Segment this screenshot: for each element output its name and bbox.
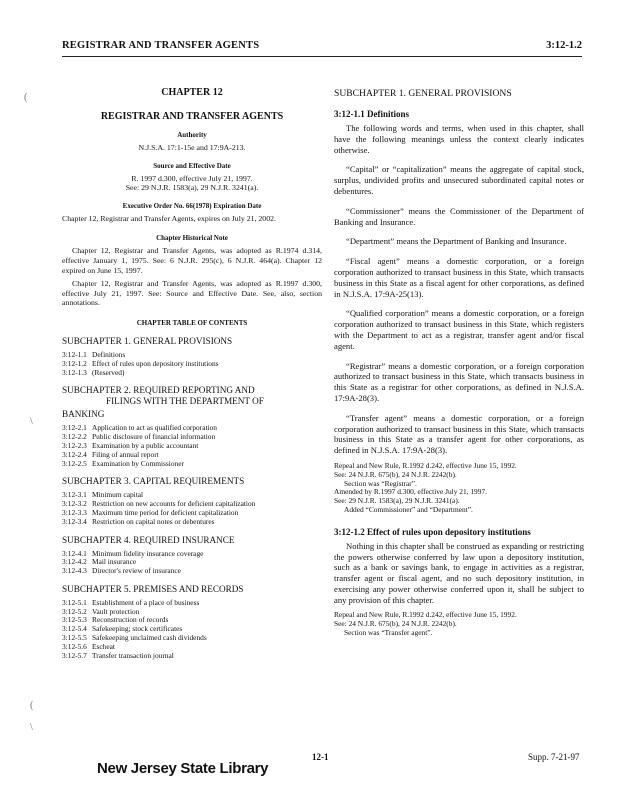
toc-subchapter xyxy=(62,476,322,526)
history-line: Added “Commissioner” and “Department”. xyxy=(344,504,473,514)
margin-mark: ( xyxy=(30,700,34,711)
toc-item: 3:12-5.6 Escheat xyxy=(62,641,115,651)
header-section-number: 3:12-1.2 xyxy=(546,40,582,51)
section-heading-definitions: 3:12-1.1 Definitions xyxy=(334,109,409,119)
header-rule xyxy=(62,56,582,57)
history-line: Section was “Transfer agent”. xyxy=(344,628,433,638)
toc-item: 3:12-3.4 Restriction on capital notes or debentures xyxy=(62,516,215,526)
toc-subchapter-title: SUBCHAPTER 5. PREMISES AND RECORDS xyxy=(62,583,244,594)
history-line: See: 24 N.J.R. 675(b), 24 N.J.R. 2242(b). xyxy=(334,469,457,479)
section-history-note xyxy=(334,611,584,637)
toc-subchapter-title-3: BANKING xyxy=(62,409,105,420)
margin-mark: ( xyxy=(24,92,28,103)
history-line: Amended by R.1997 d.300, effective July 21, 1997. xyxy=(334,487,487,497)
toc-subchapter-title: SUBCHAPTER 1. GENERAL PROVISIONS xyxy=(62,335,233,346)
historical-note-label: Chapter Historical Note xyxy=(156,234,228,243)
toc-item: 3:12-2.3 Examination by a public accountant xyxy=(62,440,199,450)
toc-item: 3:12-2.5 Examination by Commissioner xyxy=(62,458,184,468)
toc-subchapter-title: SUBCHAPTER 3. CAPITAL REQUIREMENTS xyxy=(62,476,245,487)
history-line: Repeal and New Rule, R.1992 d.242, effective June 15, 1992. xyxy=(334,460,517,470)
toc-item: 3:12-5.1 Establishment of a place of business xyxy=(62,597,200,607)
section-history-note xyxy=(334,462,584,515)
toc-subchapter-title-2: FILINGS WITH THE DEPARTMENT OF xyxy=(106,396,264,407)
toc-item: 3:12-1.3 (Reserved) xyxy=(62,367,125,377)
toc-subchapter-title: SUBCHAPTER 2. REQUIRED REPORTING AND xyxy=(62,385,255,396)
toc-item: 3:12-1.2 Effect of rules upon depository institutions xyxy=(62,358,219,368)
executive-order-label: Executive Order No. 66(1978) Expiration Date xyxy=(122,201,262,210)
toc-subchapter xyxy=(62,535,322,576)
subchapter-title: SUBCHAPTER 1. GENERAL PROVISIONS xyxy=(334,88,512,99)
toc-item: 3:12-5.2 Vault protection xyxy=(62,606,140,616)
history-line: See: 24 N.J.R. 675(b), 24 N.J.R. 2242(b). xyxy=(334,619,457,629)
toc-item: 3:12-4.3 Director's review of insurance xyxy=(62,566,181,576)
source-line-2: See: 29 N.J.R. 1583(a), 29 N.J.R. 3241(a). xyxy=(125,183,259,193)
chapter-number: CHAPTER 12 xyxy=(161,87,223,98)
authority-label: Authority xyxy=(177,131,207,139)
toc-item: 3:12-5.3 Reconstruction of records xyxy=(62,615,169,625)
historical-note-p2: Chapter 12, Registrar and Transfer Agents, was adopted as R.1997 d.300, effective July 21, 1997. See: Source and Effective Date. See, also, section annotations. xyxy=(62,279,322,308)
executive-order-text: Chapter 12, Registrar and Transfer Agents, expires on July 21, 2002. xyxy=(62,213,276,223)
toc-item: 3:12-2.4 Filing of annual report xyxy=(62,449,159,459)
history-line: See: 29 N.J.R. 1583(a), 29 N.J.R. 3241(a). xyxy=(334,496,460,506)
authority-text: N.J.S.A. 17:1-15e and 17:9A-213. xyxy=(138,143,246,152)
definition-qualified-corporation: “Qualified corporation” means a domestic corporation, or a foreign corporation authorized to transact business in this State, which registers with the Department to act as a registrar, transfer agent and/or fiscal agent. xyxy=(334,308,584,351)
left-column xyxy=(62,84,322,660)
toc-item: 3:12-2.1 Application to act as qualified corporation xyxy=(62,423,217,433)
toc-item: 3:12-3.2 Restriction on new accounts for deficient capitalization xyxy=(62,499,256,509)
margin-mark: \ xyxy=(30,416,33,427)
history-line: Repeal and New Rule, R.1992 d.242, effective June 15, 1992. xyxy=(334,610,517,620)
definition-transfer-agent: “Transfer agent” means a domestic corporation, or a foreign corporation authorized to transact business in this State, which transacts business in this State as a transfer agent for other corporations, as defined in N.J.S.A. 17:9A-28(3). xyxy=(334,412,584,456)
source-label: Source and Effective Date xyxy=(153,161,231,170)
page-number: 12-1 xyxy=(312,752,329,762)
depository-text: Nothing in this chapter shall be construed as expanding or restricting the powers otherwise conferred by law upon a depository institution, such as a bank or savings bank, to engage in activities as a registrar, transfer agent or fiscal agent, and no such depository institution, in exercising any power otherwise conferred upon it, shall be subject to any provision of this chapter. xyxy=(334,540,584,605)
chapter-title: REGISTRAR AND TRANSFER AGENTS xyxy=(100,111,284,122)
header-title: REGISTRAR AND TRANSFER AGENTS xyxy=(62,40,260,51)
history-line: Section was “Registrar”. xyxy=(344,478,417,488)
margin-mark: \ xyxy=(30,722,33,733)
definition-capital: “Capital” or “capitalization” means the aggregate of capital stock, surplus, undivided profits and unsecured subordinated capital notes or debentures. xyxy=(334,164,584,196)
toc-item: 3:12-5.7 Transfer transaction journal xyxy=(62,650,174,660)
historical-note-p1: Chapter 12, Registrar and Transfer Agents, was adopted as R.1974 d.314, effective January 1, 1975. See: 6 N.J.R. 295(c), 6 N.J.R. 464(a). Chapter 12 expired on June 15, 1997. xyxy=(62,246,322,275)
toc-item: 3:12-4.2 Mail insurance xyxy=(62,557,137,567)
toc-item: 3:12-2.2 Public disclosure of financial information xyxy=(62,432,216,442)
section-heading-depository: 3:12-1.2 Effect of rules upon depository institutions xyxy=(334,526,531,537)
library-stamp: New Jersey State Library xyxy=(97,760,269,777)
running-header xyxy=(62,40,582,56)
toc-label: CHAPTER TABLE OF CONTENTS xyxy=(136,318,248,327)
toc-item: 3:12-4.1 Minimum fidelity insurance coverage xyxy=(62,548,204,558)
definition-commissioner: “Commissioner” means the Commissioner of the Department of Banking and Insurance. xyxy=(334,205,584,227)
source-line-1: R. 1997 d.300, effective July 21, 1997. xyxy=(131,173,253,183)
toc-item: 3:12-5.4 Safekeeping; stock certificates xyxy=(62,624,183,634)
definition-fiscal-agent: “Fiscal agent” means a domestic corporation, or a foreign corporation authorized to transact business in this State, which transacts business in this State as a fiscal agent for other corporations, as defined in N.J.S.A. 17:9A-25(13). xyxy=(334,256,584,299)
toc-subchapter-title: SUBCHAPTER 4. REQUIRED INSURANCE xyxy=(62,534,235,545)
toc-subchapter xyxy=(62,336,322,377)
toc-subchapter xyxy=(62,385,322,468)
toc-item: 3:12-5.5 Safekeeping unclaimed cash dividends xyxy=(62,633,207,643)
right-column xyxy=(334,84,584,638)
toc-item: 3:12-3.3 Maximum time period for deficient capitalization xyxy=(62,507,239,517)
toc-item: 3:12-1.1 Definitions xyxy=(62,349,126,359)
supplement-date: Supp. 7-21-97 xyxy=(528,752,580,762)
definition-department: “Department” means the Department of Banking and Insurance. xyxy=(346,236,567,247)
toc-subchapter xyxy=(62,584,322,661)
definition-registrar: “Registrar” means a domestic corporation, or a foreign corporation authorized to transact business in this State, which transacts business in this State as a registrar for other corporations, as defined in N.J.S.A. 17:9A-28(3). xyxy=(334,360,584,403)
toc-item: 3:12-3.1 Minimum capital xyxy=(62,490,144,500)
definitions-intro: The following words and terms, when used in this chapter, shall have the following meanings unless the context clearly indicates otherwise. xyxy=(334,123,584,155)
